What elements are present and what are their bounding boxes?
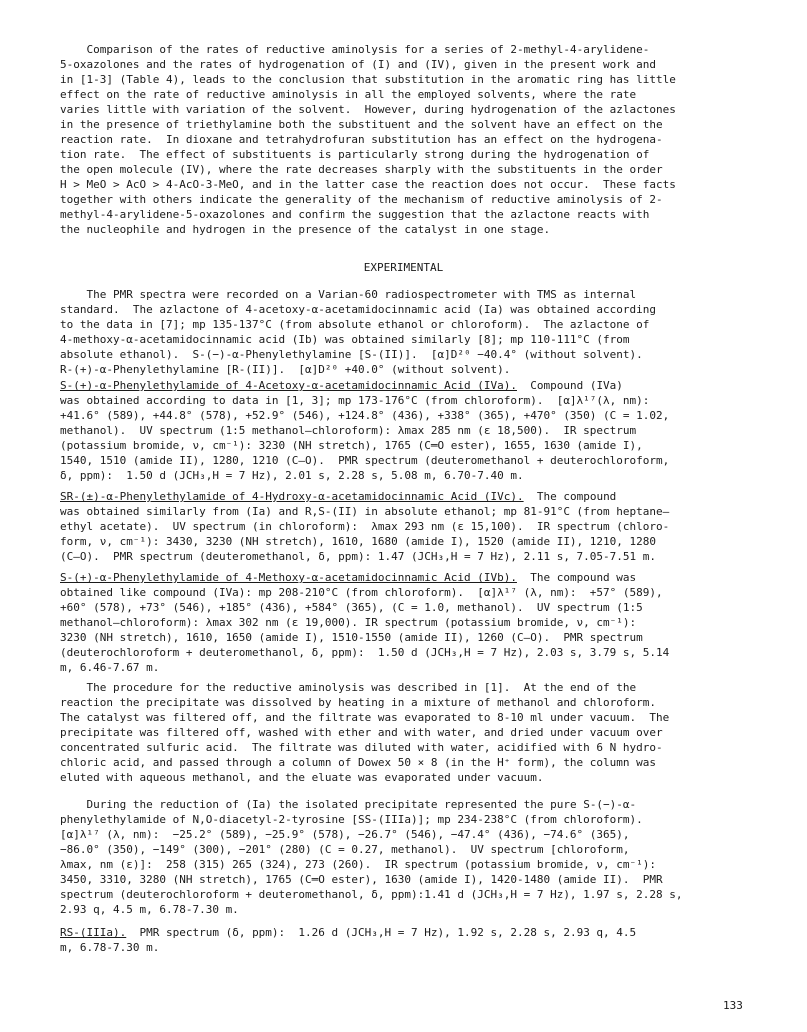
- compound-ivc-paragraph: [60, 489, 750, 564]
- procedure-paragraph: The procedure for the reductive aminolysis was described in [1]. At the end of the reaction the precipitate was dissolved by heating in a mixture of methanol and chloroform. The catalyst was filtered off, and the filtrate was evaporated to 8-10 ml under vacuum. The precipitate was filtered off, washed with ether and with water, and dried under vacuum over concentrated sulfuric acid. The filtrate was diluted with water, acidified with 6 N hydro- chloric acid, and passed through a column of Dowex 50 × 8 (in the H⁺ form), the column was eluted with aqueous methanol, and the eluate was evaporated under vacuum.: [60, 681, 670, 784]
- compound-iva-paragraph: [60, 378, 750, 483]
- compound-rs-title: RS-(IIIa).: [60, 926, 127, 939]
- compound-iva-title: S-(+)-α-Phenylethylamide of 4-Acetoxy-α-acetamidocinnamic Acid (IVa).: [60, 379, 517, 392]
- intro-paragraph: Comparison of the rates of reductive aminolysis for a series of 2-methyl-4-arylidene- 5-oxazolones and the rates of hydrogenation of (I) and (IV), given in the present work and in [1-3] (Table 4), leads to the conclusion that substitution in the aromatic ring has little effect on the rate of reductive aminolysis in all the employed solvents, where the rate varies little with variation of the solvent. However, during hydrogenation of the azlactones in the presence of triethylamine both the substituent and the solvent have an effect on the reaction rate. In dioxane and tetrahydrofuran substitution has an effect on the hydrogena- tion rate. The effect of substituents is particularly strong during the hydrogenation of the open molecule (IV), where the rate decreases sharply with the substituents in the order H > MeO > AcO > 4-AcO-3-MeO, and in the latter case the reaction does not occur. These facts together with others indicate the generality of the mechanism of reductive aminolysis of 2- methyl-4-arylidene-5-oxazolones and confirm the suggestion that the azlactone reacts with the nucleophile and hydrogen in the presence of the catalyst in one stage.: [60, 43, 676, 236]
- section-heading: EXPERIMENTAL: [363, 261, 444, 274]
- compound-ivc-text: The compound was obtained similarly from (Ia) and R,S-(II) in absolute ethanol; mp 81-91°C (from heptane— ethyl acetate). UV spectrum (in chloroform): λmax 293 nm (ε 15,100). IR spectrum (chloro- form, ν, cm⁻¹): 3430, 3230 (NH stretch), 1610, 1680 (amide I), 1520 (amide II), 1210, 1280 (C—O). PMR spectrum (deuteromethanol, δ, ppm): 1.47 (JCH₃,H = 7 Hz), 2.11 s, 7.05-7.51 m.: [60, 490, 670, 563]
- page-number: 133: [723, 999, 743, 1012]
- reduction-paragraph: During the reduction of (Ia) the isolated precipitate represented the pure S-(−)-α- phenylethylamide of N,O-diacetyl-2-tyrosine [SS-(IIIa)]; mp 234-238°C (from chloroform). [α]λ¹⁷ (λ, nm): −25.2° (589), −25.9° (578), −26.7° (546), −47.4° (436), −74.6° (365), −86.0° (350), −149° (300), −201° (280) (C = 0.27, methanol). UV spectrum [chloroform, λmax, nm (ε)]: 258 (315) 265 (324), 273 (260). IR spectrum (potassium bromide, ν, cm⁻¹): 3450, 3310, 3280 (NH stretch), 1765 (C═O ester), 1630 (amide I), 1420-1480 (amide II). PMR spectrum (deuterochloroform + deuteromethanol, δ, ppm):1.41 d (JCH₃,H = 7 Hz), 1.97 s, 2.28 s, 2.93 q, 4.5 m, 6.78-7.30 m.: [60, 798, 683, 916]
- compound-ivb-text: The compound was obtained like compound (IVa): mp 208-210°C (from chloroform). [α]λ¹⁷ (λ, nm): +57° (589), +60° (578), +73° (546), +185° (436), +584° (365), (C = 1.0, methanol). UV spectrum (1:5 methanol—chloroform): λmax 302 nm (ε 19,000). IR spectrum (potassium bromide, ν, cm⁻¹): 3230 (NH stretch), 1610, 1650 (amide I), 1510-1550 (amide II), 1260 (C—O). PMR spectrum (deuterochloroform + deuteromethanol, δ, ppm): 1.50 d (JCH₃,H = 7 Hz), 2.03 s, 3.79 s, 5.14 m, 6.46-7.67 m.: [60, 571, 670, 674]
- compound-rs-text: PMR spectrum (δ, ppm): 1.26 d (JCH₃,H = 7 Hz), 1.92 s, 2.28 s, 2.93 q, 4.5 m, 6.78-7.30 m.: [60, 926, 637, 954]
- compound-iva-text: Compound (IVa) was obtained according to data in [1, 3]; mp 173-176°C (from chloroform). [α]λ¹⁷(λ, nm): +41.6° (589), +44.8° (578), +52.9° (546), +124.8° (436), +338° (365), +470° (350) (C = 1.02, methanol). UV spectrum (1:5 methanol—chloroform): λmax 285 nm (ε 18,500). IR spectrum (potassium bromide, ν, cm⁻¹): 3230 (NH stretch), 1765 (C═O ester), 1655, 1630 (amide I), 1540, 1510 (amide II), 1280, 1210 (C—O). PMR spectrum (deuteromethanol + deuterochloroform, δ, ppm): 1.50 d (JCH₃,H = 7 Hz), 2.01 s, 2.28 s, 5.08 m, 6.70-7.40 m.: [60, 379, 670, 482]
- compound-ivc-title: SR-(±)-α-Phenylethylamide of 4-Hydroxy-α-acetamidocinnamic Acid (IVc).: [60, 490, 524, 503]
- compound-rs-paragraph: [60, 925, 750, 955]
- compound-ivb-paragraph: [60, 570, 750, 675]
- compound-ivb-title: S-(+)-α-Phenylethylamide of 4-Methoxy-α-acetamidocinnamic Acid (IVb).: [60, 571, 517, 584]
- pmr-intro-paragraph: The PMR spectra were recorded on a Varian-60 radiospectrometer with TMS as internal standard. The azlactone of 4-acetoxy-α-acetamidocinnamic acid (Ia) was obtained according to the data in [7]; mp 135-137°C (from absolute ethanol or chloroform). The azlactone of 4-methoxy-α-acetamidocinnamic acid (Ib) was obtained similarly [8]; mp 110-111°C (from absolute ethanol). S-(−)-α-Phenylethylamine [S-(II)]. [α]D²⁰ −40.4° (without solvent). R-(+)-α-Phenylethylamine [R-(II)]. [α]D²⁰ +40.0° (without solvent).: [60, 288, 657, 376]
